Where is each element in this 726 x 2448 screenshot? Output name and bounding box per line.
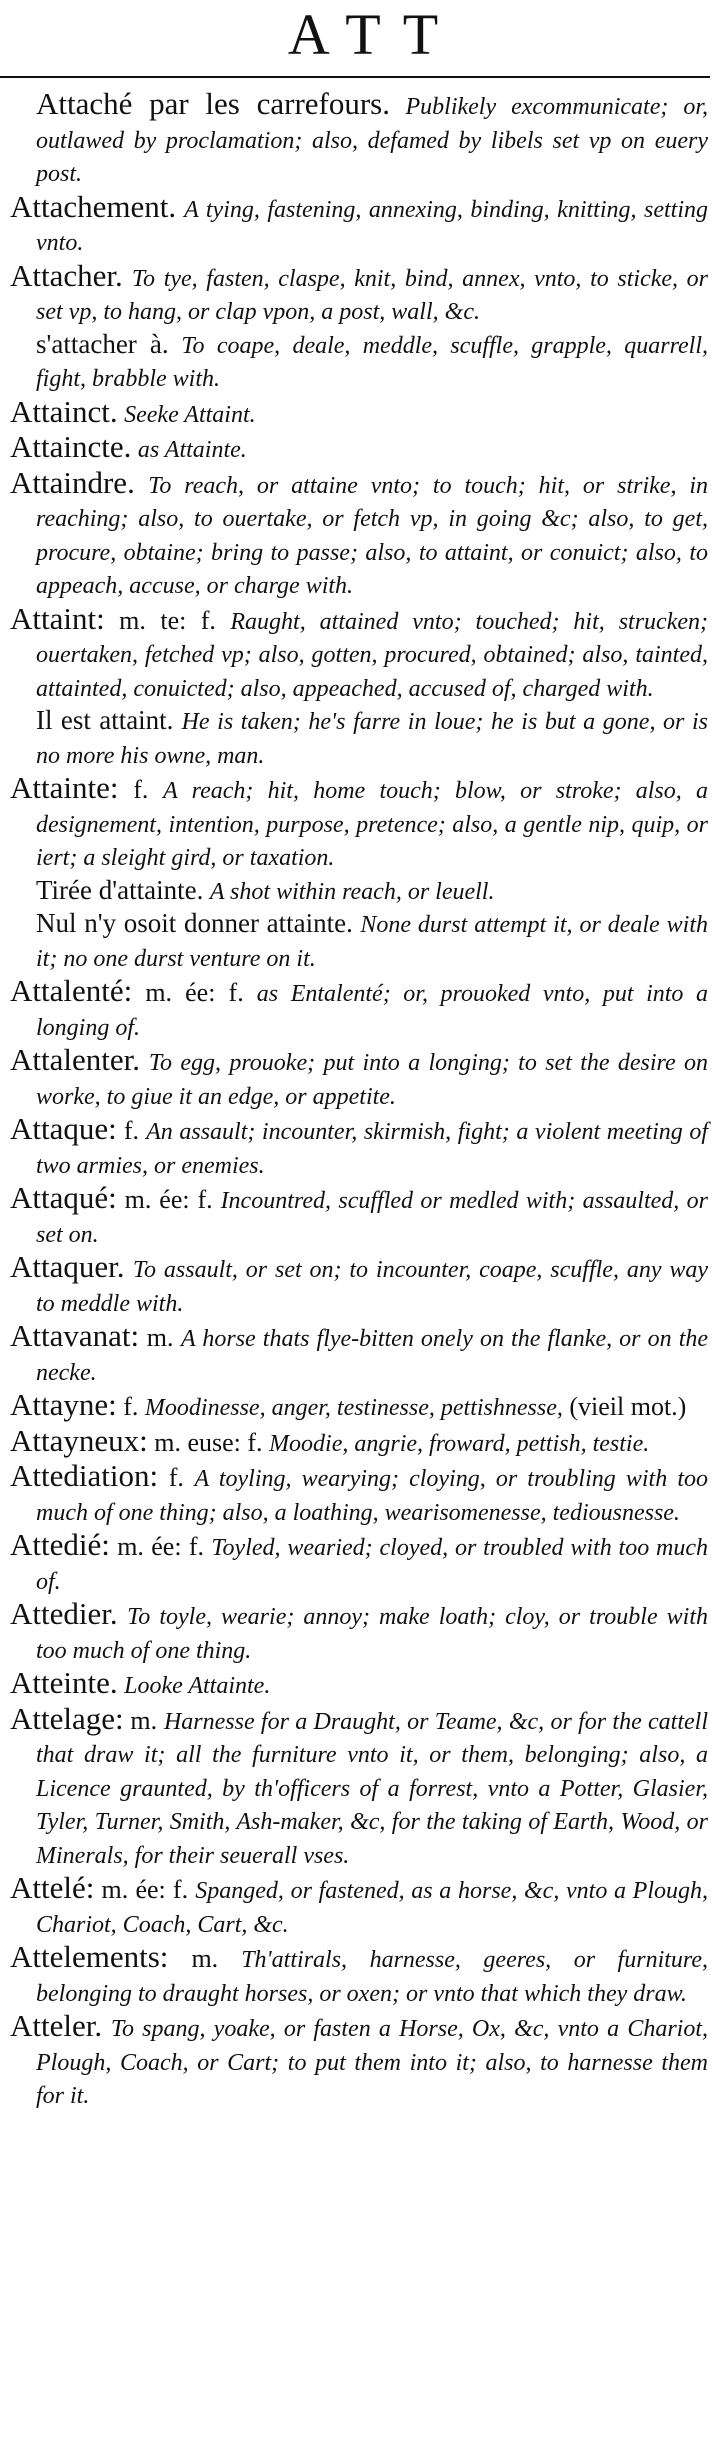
entry-headword: Attaché par les carrefours. [36, 86, 390, 121]
entry-headword: Attaincte. [10, 429, 132, 464]
running-head: ATT [287, 2, 461, 67]
entry-definition: Toyled, wearied; cloyed, or troubled with too much of. [36, 1535, 709, 1595]
dictionary-entry [10, 188, 709, 260]
entry-headword: Attaque: [10, 1111, 117, 1146]
entry-list [0, 78, 726, 2113]
entry-headword: Attacher. [10, 257, 123, 293]
dictionary-entry [10, 1251, 708, 1320]
sub-entry [10, 705, 708, 772]
grammatical-gender: m. [191, 1944, 219, 1973]
entry-headword: Atteler. [10, 2008, 103, 2043]
entry-definition: as Entalenté; or, prouoked vnto, put into a longing of. [36, 981, 709, 1041]
entry-definition: To assault, or set on; to incounter, coape, scuffle, any way to meddle with. [36, 1257, 709, 1317]
entry-definition: A reach; hit, home touch; blow, or stroke; also, a designement, intention, purpose, pretence; also, a gentle nip, quip, or iert; a sleight gird, or taxation. [36, 778, 708, 871]
entry-headword: Attayne: [10, 1387, 117, 1422]
dictionary-entry [10, 1529, 708, 1598]
grammatical-gender: m. ée: f. [124, 1185, 213, 1214]
entry-headword: Attelements: [10, 1939, 169, 1974]
entry-headword: s'attacher à. [36, 328, 169, 359]
entry-definition: Raught, attained vnto; touched; hit, strucken; ouertaken, fetched vp; also, gotten, procured, obtained; also, tainted, attainted, conuicted; also, appeached, accused of, charged with. [36, 608, 709, 702]
entry-headword: Nul n'y osoit donner attainte. [36, 908, 353, 938]
dictionary-entry [10, 2010, 708, 2113]
entry-definition: Incountred, scuffled or medled with; assaulted, or set on. [36, 1188, 709, 1248]
dictionary-entry [10, 1113, 708, 1182]
entry-definition: To coape, deale, meddle, scuffle, grapple, quarrell, fight, brabble with. [36, 332, 709, 392]
entry-definition: as Attainte. [137, 437, 247, 463]
entry-definition: To egg, prouoke; put into a longing; to set the desire on worke, to giue it an edge, or appetite. [36, 1050, 708, 1110]
entry-definition: To tye, fasten, claspe, knit, bind, annex, vnto, to sticke, or set vp, to hang, or clap vpon, a post, wall, &c. [36, 265, 708, 325]
dictionary-entry [10, 257, 708, 329]
entry-definition: A horse thats flye-bitten onely on the flanke, or on the necke. [36, 1326, 709, 1386]
entry-definition: A tying, fastening, annexing, binding, knitting, setting vnto. [36, 196, 709, 256]
dictionary-entry [10, 975, 708, 1044]
entry-headword: Attainte: [10, 770, 119, 805]
entry-headword: Attainct. [10, 393, 118, 429]
dictionary-entry [10, 1044, 708, 1113]
entry-headword: Attaquer. [10, 1249, 125, 1284]
dictionary-entry [10, 1320, 708, 1389]
entry-headword: Atteinte. [10, 1665, 118, 1700]
grammatical-gender: m. [130, 1705, 158, 1735]
dictionary-entry [10, 1700, 708, 1873]
dictionary-entry [10, 1422, 708, 1461]
entry-headword: Attaindre. [10, 464, 135, 500]
dictionary-entry [10, 600, 709, 706]
dictionary-entry [10, 1389, 708, 1425]
grammatical-gender: m. euse: f. [154, 1427, 263, 1457]
entry-headword: Attayneux: [10, 1422, 148, 1458]
grammatical-gender: m. ée: f. [101, 1875, 189, 1904]
dictionary-entry [10, 772, 708, 875]
sub-entry [10, 908, 708, 975]
dictionary-entry [10, 1460, 708, 1529]
entry-headword: Il est attaint. [36, 705, 174, 735]
entry-headword: Attavanat: [10, 1318, 140, 1353]
dictionary-entry [10, 431, 708, 467]
entry-headword: Attachement. [10, 188, 177, 224]
entry-definition: To spang, yoake, or fasten a Horse, Ox, &c, vnto a Chariot, Plough, Coach, or Cart; to put them into it; also, to harnesse them for it. [36, 2016, 708, 2109]
dictionary-entry [10, 1872, 708, 1941]
entry-definition: Seeke Attaint. [124, 401, 256, 428]
grammatical-gender: f. [133, 775, 149, 804]
entry-definition: Harnesse for a Draught, or Teame, &c, or for the cattell that draw it; all the furniture vnto it, or them, belonging; also, a Licence graunted, by th'officers of a forrest, vnto a Potter, Glasier, Tyler, Turner, Smith, Ash-maker, &c, for the taking of Earth, Wood, or Minerals, for their seuerall vses. [36, 1708, 708, 1869]
grammatical-gender: m. te: f. [119, 605, 216, 635]
entry-definition: An assault; incounter, skirmish, fight; a violent meeting of two armies, or enemies. [36, 1119, 709, 1179]
entry-definition: To toyle, wearie; annoy; make loath; cloy, or trouble with too much of one thing. [36, 1604, 708, 1664]
dictionary-entry [10, 1182, 708, 1251]
grammatical-gender: m. [146, 1323, 174, 1352]
entry-definition: Publikely excommunicate; or, outlawed by proclamation; also, defamed by libels set vp on euery post. [36, 94, 709, 187]
entry-headword: Attalenté: [10, 973, 133, 1008]
entry-headword: Attelé: [10, 1870, 95, 1905]
entry-headword: Tirée d'attainte. [36, 874, 204, 905]
grammatical-gender: m. ée: f. [145, 978, 244, 1007]
entry-definition: To reach, or attaine vnto; to touch; hit, or strike, in reaching; also, to ouertake, or fetch vp, in going &c; also, to get, procure, obtaine; bring to passe; also, to attaint, or conuict; also, to appeach, accuse, or charge with. [36, 472, 709, 599]
entry-headword: Attalenter. [10, 1042, 140, 1077]
grammatical-gender: f. [168, 1463, 184, 1492]
dictionary-entry [10, 464, 709, 603]
entry-headword: Attedier. [10, 1596, 118, 1631]
entry-definition: A shot within reach, or leuell. [209, 878, 495, 905]
dictionary-entry [10, 1667, 708, 1703]
entry-headword: Attaqué: [10, 1180, 117, 1215]
entry-definition: None durst attempt it, or deale with it; no one durst venture on it. [36, 912, 708, 972]
dictionary-entry [10, 1941, 708, 2010]
grammatical-gender: f. [123, 1392, 139, 1421]
grammatical-gender: f. [123, 1116, 140, 1145]
entry-definition: A toyling, wearying; cloying, or troubling with too much of one thing; also, a loathing, wearisomenesse, tediousnesse. [36, 1466, 709, 1526]
entry-note: (vieil mot.) [569, 1392, 687, 1421]
entry-headword: Attedié: [10, 1527, 110, 1562]
dictionary-entry [10, 393, 708, 432]
entry-definition: Th'attirals, harnesse, geeres, or furniture, belonging to draught horses, or oxen; or vnto that which they draw. [36, 1947, 709, 2007]
entry-headword: Attediation: [10, 1458, 159, 1493]
entry-definition: Spanged, or fastened, as a horse, &c, vnto a Plough, Chariot, Coach, Cart, &c. [36, 1878, 709, 1938]
sub-entry [10, 875, 708, 909]
sub-entry [10, 329, 708, 396]
entry-definition: Looke Attainte. [124, 1673, 271, 1699]
dictionary-entry [10, 88, 708, 191]
grammatical-gender: m. ée: f. [117, 1532, 205, 1561]
entry-headword: Attelage: [10, 1700, 124, 1736]
entry-definition: He is taken; he's farre in loue; he is but a gone, or is no more his owne, man. [36, 709, 709, 769]
entry-definition: Moodie, angrie, froward, pettish, testie. [269, 1430, 650, 1457]
entry-definition: Moodinesse, anger, testinesse, pettishnesse, [144, 1395, 563, 1421]
entry-headword: Attaint: [10, 600, 105, 636]
dictionary-entry [10, 1598, 708, 1667]
